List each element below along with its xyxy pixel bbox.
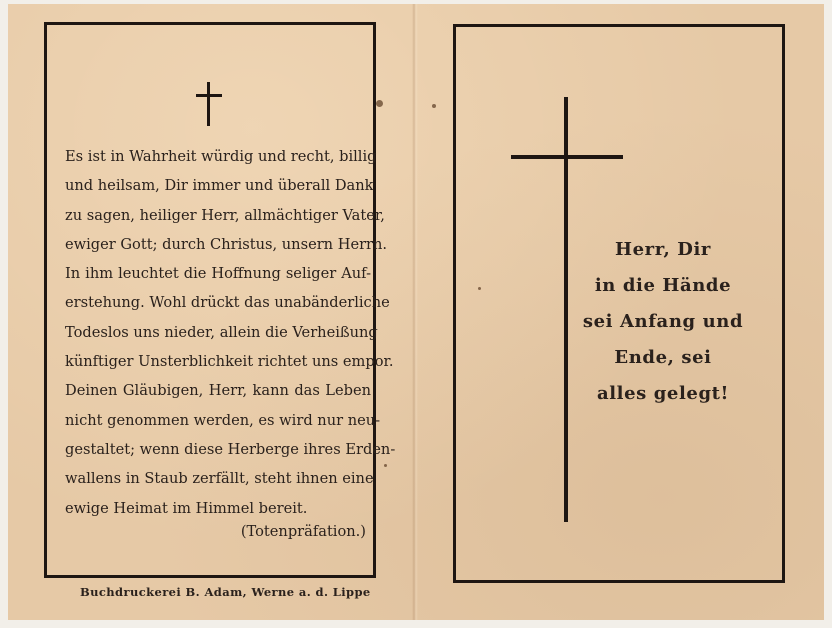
prayer-line: zu sagen, heiliger Herr, allmächtiger Vater, <box>65 206 385 224</box>
age-spot <box>432 104 436 108</box>
age-spot <box>478 287 481 290</box>
verse-line: alles gelegt! <box>596 383 730 404</box>
prayer-text <box>65 142 396 523</box>
verse-line: Herr, Dir <box>615 239 711 260</box>
age-spot <box>376 100 383 107</box>
prayer-line: Deinen Gläubigen, Herr, kann das Leben <box>65 382 371 400</box>
prayer-source: (Totenpräfation.) <box>240 523 366 540</box>
prayer-line: In ihm leuchtet die Hoffnung seliger Auf- <box>65 265 371 283</box>
age-spot <box>384 464 387 467</box>
prayer-line: Es ist in Wahrheit würdig und recht, billig <box>65 148 377 165</box>
prayer-line: und heilsam, Dir immer und überall Dank <box>65 177 374 195</box>
printer-imprint: Buchdruckerei B. Adam, Werne a. d. Lippe <box>80 585 371 599</box>
verse-text <box>578 232 748 412</box>
prayer-line: ewige Heimat im Himmel bereit. <box>65 499 308 517</box>
verse-line: Ende, sei <box>614 347 712 368</box>
prayer-line: ewiger Gott; durch Christus, unsern Herrn. <box>65 235 388 253</box>
prayer-line: erstehung. Wohl drückt das unabänderliche <box>65 294 390 312</box>
prayer-line: nicht genommen werden, es wird nur neu- <box>65 411 381 429</box>
prayer-card <box>8 4 824 620</box>
prayer-line: gestaltet; wenn diese Herberge ihres Erden- <box>65 440 396 458</box>
small-cross-icon <box>196 82 222 126</box>
prayer-line: wallens in Staub zerfällt, steht ihnen eine <box>65 470 374 488</box>
large-cross-icon <box>564 97 568 522</box>
prayer-line: künftiger Unsterblichkeit richtet uns empor. <box>65 353 394 371</box>
prayer-line: Todeslos uns nieder, allein die Verheißung <box>65 323 378 341</box>
verse-line: in die Hände <box>594 275 732 296</box>
card-fold <box>412 4 418 620</box>
verse-line: sei Anfang und <box>582 311 744 332</box>
large-cross-arm <box>511 155 623 159</box>
